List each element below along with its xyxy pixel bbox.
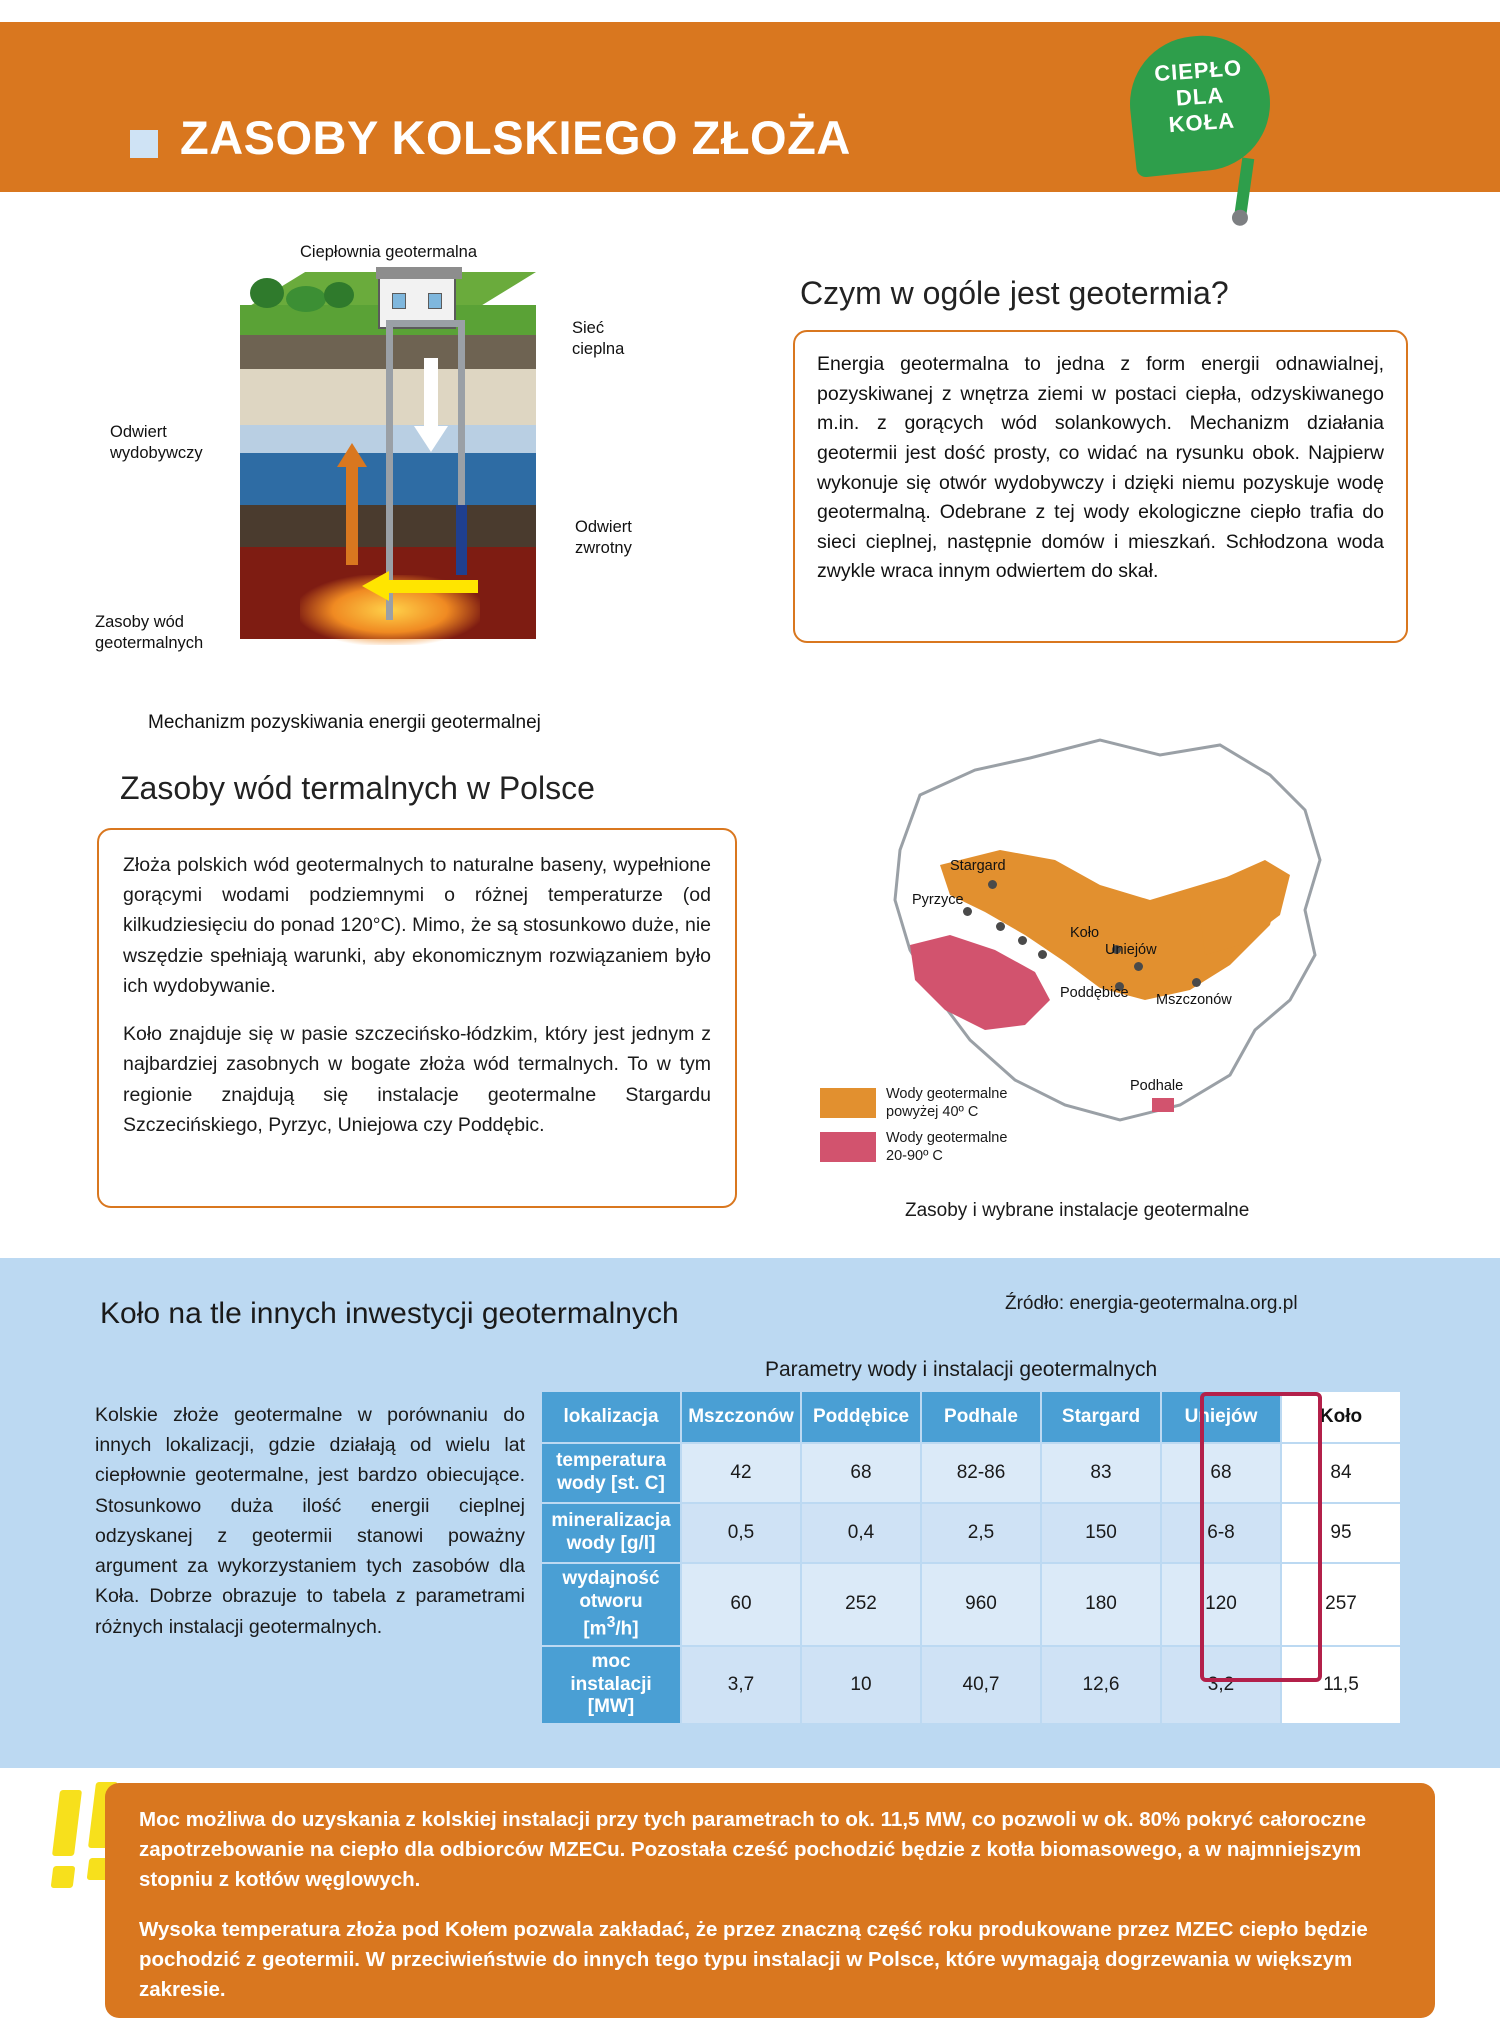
cell-temp-uniejow: 68 (1161, 1443, 1281, 1503)
map-region-podhale (1152, 1098, 1174, 1112)
table-title: Parametry wody i instalacji geotermalnych (765, 1358, 1158, 1381)
cell-temp-podhale: 82-86 (921, 1443, 1041, 1503)
window-icon (428, 293, 442, 309)
cell-wyd-kolo: 257 (1281, 1563, 1401, 1646)
leaf-stem-icon (1234, 157, 1255, 220)
label-production-well: Odwiert wydobywczy (110, 423, 203, 463)
footer-callout (105, 1783, 1435, 2018)
cell-temp-mszczonow: 42 (681, 1443, 801, 1503)
arrow-up-icon (346, 465, 358, 565)
table-row (541, 1503, 1401, 1563)
cell-min-mszczonow: 0,5 (681, 1503, 801, 1563)
cell-min-poddebice: 0,4 (801, 1503, 921, 1563)
cell-moc-kolo: 11,5 (1281, 1646, 1401, 1724)
geothermia-title: Czym w ogóle jest geotermia? (800, 275, 1229, 311)
cell-moc-poddebice: 10 (801, 1646, 921, 1724)
cell-wyd-mszczonow: 60 (681, 1563, 801, 1646)
th-poddebice: Poddębice (801, 1391, 921, 1443)
row-label-wydajnosc: wydajność otworu $[m^3/h]$ (541, 1563, 681, 1646)
row-label-temperatura: temperatura wody [st. C] (541, 1443, 681, 1503)
row-label-mineralizacja: mineralizacja wody [g/l] (541, 1503, 681, 1563)
legend-item-above-40c (820, 1085, 1140, 1121)
tree-icon (250, 278, 284, 308)
map-label-mszczonow: Mszczonów (1156, 992, 1232, 1008)
label-water-resources: Zasoby wód geotermalnych (95, 613, 204, 653)
cell-min-podhale: 2,5 (921, 1503, 1041, 1563)
map-label-stargard: Stargard (950, 858, 1006, 874)
cell-wyd-podhale: 960 (921, 1563, 1041, 1646)
window-icon (392, 293, 406, 309)
resources-text-box (97, 828, 737, 1208)
pipe-horizontal (386, 320, 465, 327)
map-dot-mszczonow (1192, 978, 1201, 987)
exclamation-dot (51, 1866, 76, 1888)
footer-paragraph-1: Moc możliwa do uzyskania z kolskiej instalacji przy tych parametrach to ok. 11,5 MW, co pozwoli w ok. 80% pokryć całoroczne zapotrzebowanie na ciepło dla odbiorców MZECu. Pozostała cześć pochodzić będzie z kotła biomasowego, a w najmniejszym stopniu z kotłów węglowych. (139, 1808, 1366, 1891)
cell-min-kolo: 95 (1281, 1503, 1401, 1563)
legend-label-above-40c: Wody geotermalne powyżej 40º C (886, 1086, 1008, 1121)
cell-wyd-stargard: 180 (1041, 1563, 1161, 1646)
legend-item-20-90c (820, 1129, 1140, 1165)
cell-wyd-poddebice: 252 (801, 1563, 921, 1646)
roof-icon (376, 267, 462, 279)
comparison-text: Kolskie złoże geotermalne w porównaniu do innych lokalizacji, gdzie działają od wielu lat ciepłownie geotermalne, jest bardzo obiecujące. Stosunkowo duża ilość energii cieplnej odzyskanej z geotermii stanowi poważny argument za wykorzystaniem tych zasobów dla Koła. Dobrze obrazuje to tabela z parametrami różnych instalacji geotermalnych. (95, 1404, 525, 1638)
map-dot-unnamed-1 (996, 922, 1005, 931)
geothermia-text-box (793, 330, 1408, 643)
legend-label-20-90c: Wody geotermalne 20-90º C (886, 1130, 1008, 1165)
cell-moc-podhale: 40,7 (921, 1646, 1041, 1724)
legend-swatch-pink (820, 1132, 876, 1162)
map-dot-unnamed-3 (1038, 950, 1047, 959)
resources-paragraph-1: Złoża polskich wód geotermalnych to naturalne baseny, wypełnione gorącymi wodami podziemnymi o różnej temperaturze (od kilkudziesięciu do ponad 120°C). Mimo, że są stosunkowo duże, nie wszędzie spełniają warunki, aby ekonomicznym rozwiązaniem było ich wydobywanie. (123, 854, 711, 997)
table-row (541, 1646, 1401, 1724)
th-mszczonow: Mszczonów (681, 1391, 801, 1443)
geothermia-body: Energia geotermalna to jedna z form energii odnawialnej, pozyskiwanej z wnętrza ziemi w postaci ciepła, odzyskiwanego m.in. z gorących wód solankowych. Mechanizm działania geotermii jest dość prosty, co widać na rysunku obok. Najpierw wykonuje się otwór wydobywczy i dzięki niemu pozyskuje wodę geotermalną. Odebrane z tej wody ekologiczne ciepło trafia do sieci cieplnej, następnie domów i mieszkań. Schłodzona woda zwykle wraca innym odwiertem do skał. (817, 353, 1384, 583)
map-label-kolo: Koło (1070, 925, 1100, 941)
label-heat-network: Sieć cieplna (572, 319, 625, 359)
label-heat-plant: Ciepłownia geotermalna (300, 243, 478, 261)
th-lokalizacja: lokalizacja (541, 1391, 681, 1443)
map-label-pyrzyce: Pyrzyce (912, 892, 964, 908)
arrow-down-icon (424, 358, 438, 428)
cell-wyd-uniejow: 120 (1161, 1563, 1281, 1646)
map-dot-stargard (988, 880, 997, 889)
footer-paragraph-2: Wysoka temperatura złoża pod Kołem pozwala zakładać, że przez znaczną część roku produkowane przez MZEC ciepło będzie pochodzić z geotermii. W przeciwieństwie do innych tego typu instalacji w Polsce, które wymagają dogrzewania w większym zakresie. (139, 1917, 1368, 2001)
source-label: Źródło: energia-geotermalna.org.pl (1005, 1293, 1298, 1314)
cell-min-stargard: 150 (1041, 1503, 1161, 1563)
logo-line-1: CIEPŁO (1153, 55, 1243, 87)
diagram-caption: Mechanizm pozyskiwania energii geotermalnej (148, 712, 541, 733)
arrow-left-icon (388, 580, 478, 593)
table-row (541, 1563, 1401, 1646)
map-legend (820, 1085, 1140, 1174)
header-bullet-icon (130, 130, 158, 158)
logo-line-2: DLA (1175, 82, 1225, 111)
legend-swatch-orange (820, 1088, 876, 1118)
map-dot-uniejow (1134, 962, 1143, 971)
row-label-moc: moc instalacji [MW] (541, 1646, 681, 1724)
logo-text (1117, 53, 1282, 142)
resources-title: Zasoby wód termalnych w Polsce (120, 770, 595, 806)
map-caption: Zasoby i wybrane instalacje geotermalne (905, 1200, 1250, 1221)
map-label-uniejow: Uniejów (1105, 942, 1157, 958)
injection-well-tip (456, 505, 467, 575)
label-injection-well: Odwiert zwrotny (575, 518, 632, 558)
cell-moc-uniejow: 3,2 (1161, 1646, 1281, 1724)
th-stargard: Stargard (1041, 1391, 1161, 1443)
logo-line-3: KOŁA (1167, 107, 1236, 138)
parameters-table (540, 1390, 1402, 1725)
logo (1120, 28, 1280, 238)
map-svg (800, 700, 1400, 1150)
cell-temp-stargard: 83 (1041, 1443, 1161, 1503)
cell-temp-poddebice: 68 (801, 1443, 921, 1503)
map-label-poddebice: Poddębice (1060, 985, 1129, 1001)
th-uniejow: Uniejów (1161, 1391, 1281, 1443)
cell-temp-kolo: 84 (1281, 1443, 1401, 1503)
map-dot-pyrzyce (963, 907, 972, 916)
cell-moc-stargard: 12,6 (1041, 1646, 1161, 1724)
tree-icon (286, 286, 326, 312)
th-kolo: Koło (1281, 1391, 1401, 1443)
th-podhale: Podhale (921, 1391, 1041, 1443)
geothermal-diagram (228, 250, 548, 680)
cell-moc-mszczonow: 3,7 (681, 1646, 801, 1724)
tree-icon (324, 282, 354, 308)
comparison-title: Koło na tle innych inwestycji geotermalnych (100, 1297, 679, 1330)
resources-paragraph-2: Koło znajduje się w pasie szczecińsko-łódzkim, który jest jednym z najbardziej zasobnych w bogate złoża wód termalnych. To w tym regionie znajdują się instalacje geotermalne Stargardu Szczecińskiego, Pyrzyc, Uniejowa czy Poddębic. (123, 1023, 711, 1136)
earth-cross-section (228, 250, 548, 640)
page-title: ZASOBY KOLSKIEGO ZŁOŻA (180, 111, 851, 164)
exclamation-bar (52, 1790, 82, 1856)
map-dot-unnamed-2 (1018, 936, 1027, 945)
cell-min-uniejow: 6-8 (1161, 1503, 1281, 1563)
map-label-podhale: Podhale (1130, 1078, 1184, 1094)
table-header-row (541, 1391, 1401, 1443)
table-row (541, 1443, 1401, 1503)
